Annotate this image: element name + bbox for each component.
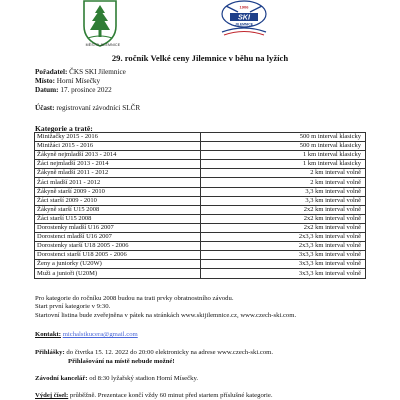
numbers-line xyxy=(35,392,273,400)
categories-table xyxy=(34,132,366,279)
category-row xyxy=(35,269,366,278)
organizer-value: ČKS SKI Jilemnice xyxy=(69,68,126,76)
category-name-cell: Ženy a juniorky (U20W) xyxy=(35,260,201,269)
category-distance-cell: 1 km interval klasicky xyxy=(201,160,366,169)
category-distance-cell: 3,3 km interval volně xyxy=(201,187,366,196)
category-name-cell: Minižáci 2015 - 2016 xyxy=(35,142,201,151)
category-name-cell: Žáci starší 2009 - 2010 xyxy=(35,196,201,205)
category-name-cell: Dorostenci starší U18 2005 - 2006 xyxy=(35,251,201,260)
participation-value: registrovaní závodníci SLČR xyxy=(56,104,141,112)
category-name-cell: Žáci starší U15 2008 xyxy=(35,214,201,223)
contact-label: Kontakt: xyxy=(35,331,62,338)
category-name-cell: Žákyně starší U15 2008 xyxy=(35,205,201,214)
date-label: Datum: xyxy=(35,86,59,94)
place-label: Místo: xyxy=(35,77,55,85)
participation-line xyxy=(35,104,140,112)
ski-club-name-text: SKI xyxy=(238,12,250,22)
category-distance-cell: 2x2 km interval volně xyxy=(201,205,366,214)
note-line-3: Startovní listina bude zveřejněna v pátek na stránkách www.skijilemnice.cz, www.czech-ski.com. xyxy=(35,311,297,319)
category-name-cell: Žákyně nejmladší 2013 - 2014 xyxy=(35,151,201,160)
numbers-label: Výdej čísel: xyxy=(35,392,69,399)
category-row xyxy=(35,133,366,142)
category-distance-cell: 1 km interval klasicky xyxy=(201,151,366,160)
notes-block xyxy=(35,295,296,320)
category-row xyxy=(35,187,366,196)
category-distance-cell: 500 m interval klasicky xyxy=(201,142,366,151)
organizer-line xyxy=(35,68,126,76)
category-name-cell: Žáci mladší 2011 - 2012 xyxy=(35,178,201,187)
category-distance-cell: 3x3,3 km interval volně xyxy=(201,260,366,269)
category-row xyxy=(35,223,366,232)
document-title: 29. ročník Velké ceny Jilemnice v běhu na lyžích xyxy=(111,53,289,63)
category-row xyxy=(35,142,366,151)
town-logo-caption: MĚSTO JILEMNICE xyxy=(85,43,121,47)
category-row xyxy=(35,214,366,223)
note-line-2: Start první kategorie v 9:30. xyxy=(35,303,111,311)
category-name-cell: Žákyně mladší 2011 - 2012 xyxy=(35,169,201,178)
ski-club-year-text: 1906 xyxy=(239,4,249,10)
category-distance-cell: 2x3,3 km interval volně xyxy=(201,242,366,251)
place-line xyxy=(35,77,100,85)
category-name-cell: Žáci nejmladší 2013 - 2014 xyxy=(35,160,201,169)
category-name-cell: Dorostenci mladší U16 2007 xyxy=(35,233,201,242)
category-name-cell: Žákyně starší 2009 - 2010 xyxy=(35,187,201,196)
category-row xyxy=(35,205,366,214)
date-line xyxy=(35,86,112,94)
category-distance-cell: 2 km interval volně xyxy=(201,169,366,178)
ski-club-subtext: JILEMNICE xyxy=(234,22,254,27)
applications-text: do čtvrtka 15. 12. 2022 do 20:00 elektronicky na adrese www.czech-ski.com. xyxy=(66,349,274,356)
category-name-cell: Minižačky 2015 - 2016 xyxy=(35,133,201,142)
category-row xyxy=(35,160,366,169)
office-label: Závodní kancelář: xyxy=(35,375,88,382)
ski-club-logo xyxy=(218,0,270,38)
category-distance-cell: 3x3,3 km interval volně xyxy=(201,269,366,278)
applications-note: Přihlašování na místě nebude možné! xyxy=(68,358,175,365)
office-text: od 8:30 lyžařský stadion Horní Mísečky. xyxy=(89,375,199,382)
categories-heading: Kategorie a tratě: xyxy=(35,124,93,133)
contact-email-link[interactable]: michalstkucera@gmail.com xyxy=(62,331,138,338)
date-value: 17. prosince 2022 xyxy=(60,86,112,94)
category-distance-cell: 2x2 km interval volně xyxy=(201,214,366,223)
category-row xyxy=(35,260,366,269)
category-distance-cell: 2 km interval volně xyxy=(201,178,366,187)
participation-label: Účast: xyxy=(35,104,55,112)
category-row xyxy=(35,169,366,178)
applications-line xyxy=(35,349,273,357)
category-distance-cell: 500 m interval klasicky xyxy=(201,133,366,142)
category-name-cell: Dorostenky starší U18 2005 - 2006 xyxy=(35,242,201,251)
category-row xyxy=(35,151,366,160)
organizer-label: Pořadatel: xyxy=(35,68,68,76)
category-name-cell: Dorostenky mladší U16 2007 xyxy=(35,223,201,232)
category-row xyxy=(35,233,366,242)
category-name-cell: Muži a junioři (U20M) xyxy=(35,269,201,278)
office-line xyxy=(35,375,198,383)
category-distance-cell: 2x3,3 km interval volně xyxy=(201,233,366,242)
category-row xyxy=(35,196,366,205)
applications-label: Přihlášky: xyxy=(35,349,65,356)
category-row xyxy=(35,242,366,251)
town-coat-of-arms-logo xyxy=(78,0,122,48)
category-distance-cell: 2x2 km interval volně xyxy=(201,223,366,232)
contact-line xyxy=(35,331,138,339)
category-distance-cell: 3,3 km interval volně xyxy=(201,196,366,205)
place-value: Horní Mísečky xyxy=(56,77,101,85)
category-row xyxy=(35,178,366,187)
category-distance-cell: 3x3,3 km interval volně xyxy=(201,251,366,260)
note-line-1: Pro kategorie do ročníku 2008 budou na trati prvky obratnostního závodu. xyxy=(35,295,234,302)
category-row xyxy=(35,251,366,260)
numbers-text: průběžně. Prezentace končí vždy 60 minut před startem příslušné kategorie. xyxy=(69,392,273,399)
